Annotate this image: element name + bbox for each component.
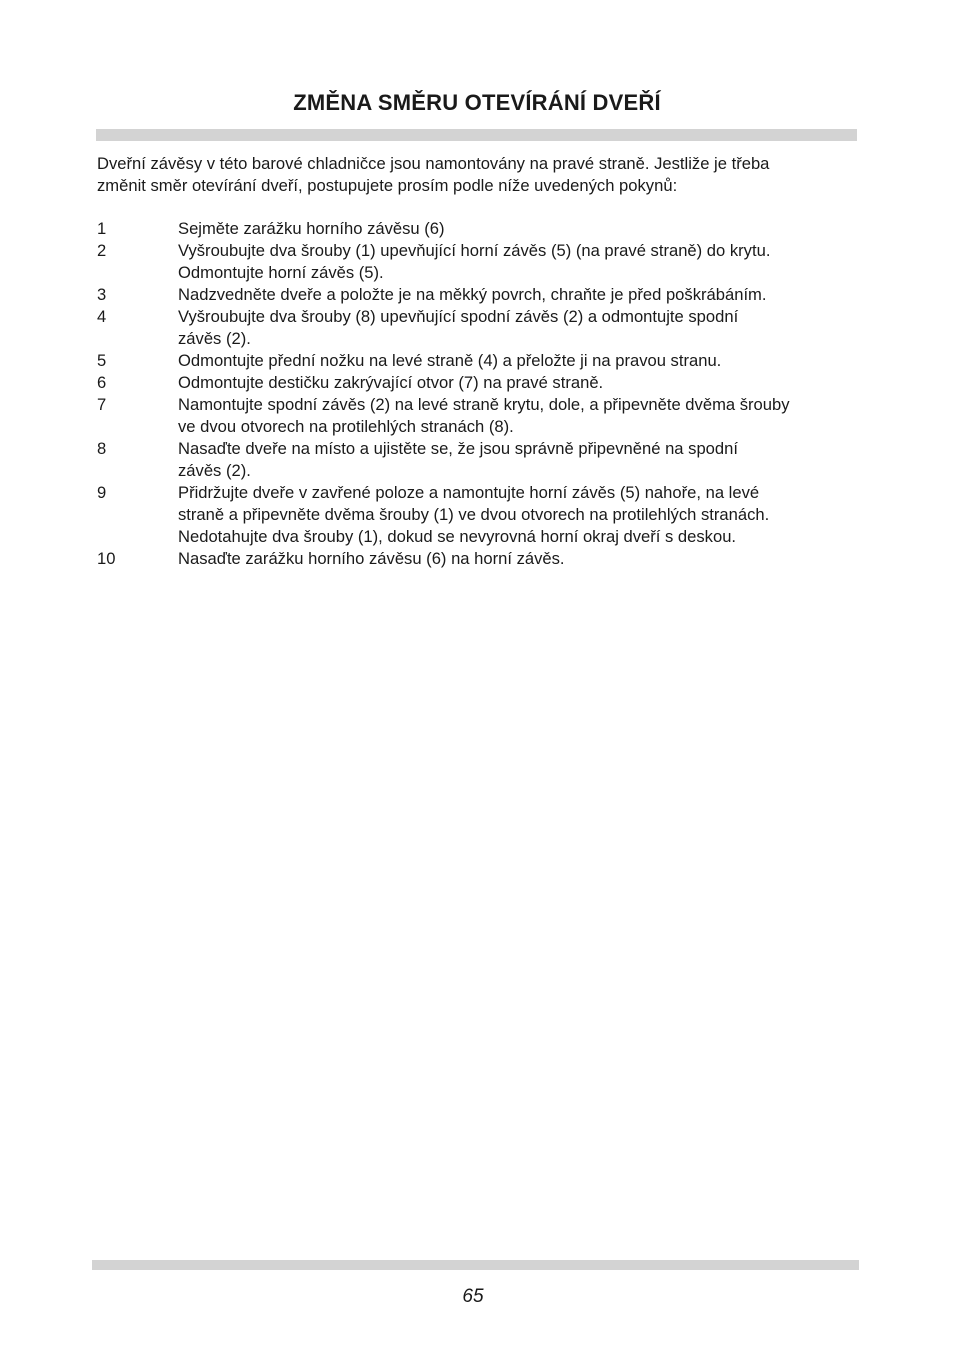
step-line: Namontujte spodní závěs (2) na levé straně krytu, dole, a připevněte dvěma šrouby [178,395,790,414]
list-item [97,218,857,240]
step-text [178,350,857,372]
list-item [97,482,857,548]
step-number: 3 [97,285,107,304]
intro-paragraph [97,153,857,197]
step-number: 6 [97,373,107,392]
list-item [97,240,857,284]
step-line: ve dvou otvorech na protilehlých stranách (8). [178,417,514,436]
intro-line: Dveřní závěsy v této barové chladničce jsou namontovány na pravé straně. Jestliže je třeba [97,154,770,173]
step-line: Nasaďte zarážku horního závěsu (6) na horní závěs. [178,549,565,568]
step-text [178,306,857,350]
step-text [178,482,857,548]
step-line: Vyšroubujte dva šrouby (1) upevňující horní závěs (5) (na pravé straně) do krytu. [178,241,771,260]
list-item [97,306,857,350]
step-line: Sejměte zarážku horního závěsu (6) [178,219,445,238]
step-text [178,438,857,482]
step-number: 10 [97,549,116,568]
list-item [97,394,857,438]
step-line: Odmontujte destičku zakrývající otvor (7) na pravé straně. [178,373,604,392]
page-title: ZMĚNA SMĚRU OTEVÍRÁNÍ DVEŘÍ [293,90,661,115]
list-item [97,372,857,394]
list-item [97,438,857,482]
bottom-divider [92,1260,859,1270]
step-number: 2 [97,241,107,260]
step-number: 4 [97,307,107,326]
top-divider [96,129,857,141]
step-line: Odmontujte přední nožku na levé straně (4) a přeložte ji na pravou stranu. [178,351,722,370]
step-number: 8 [97,439,107,458]
step-line: straně a připevněte dvěma šrouby (1) ve dvou otvorech na protilehlých stranách. [178,505,770,524]
intro-line: změnit směr otevírání dveří, postupujete prosím podle níže uvedených pokynů: [97,176,678,195]
step-line: závěs (2). [178,461,251,480]
steps-list [97,218,857,570]
step-line: Vyšroubujte dva šrouby (8) upevňující spodní závěs (2) a odmontujte spodní [178,307,739,326]
list-item [97,350,857,372]
list-item [97,548,857,570]
step-number: 1 [97,219,107,238]
list-item [97,284,857,306]
step-line: Nedotahujte dva šrouby (1), dokud se nevyrovná horní okraj dveří s deskou. [178,527,737,546]
step-line: Nadzvedněte dveře a položte je na měkký povrch, chraňte je před poškrábáním. [178,285,767,304]
step-number: 9 [97,483,107,502]
page-number: 65 [462,1286,484,1307]
step-text [178,240,857,284]
step-number: 5 [97,351,107,370]
step-line: Nasaďte dveře na místo a ujistěte se, že jsou správně připevněné na spodní [178,439,738,458]
step-text [178,372,857,394]
step-text [178,548,857,570]
step-line: závěs (2). [178,329,251,348]
step-line: Přidržujte dveře v zavřené poloze a namontujte horní závěs (5) nahoře, na levé [178,483,760,502]
step-text [178,394,857,438]
step-number: 7 [97,395,107,414]
step-text [178,218,857,240]
step-text [178,284,857,306]
step-line: Odmontujte horní závěs (5). [178,263,384,282]
